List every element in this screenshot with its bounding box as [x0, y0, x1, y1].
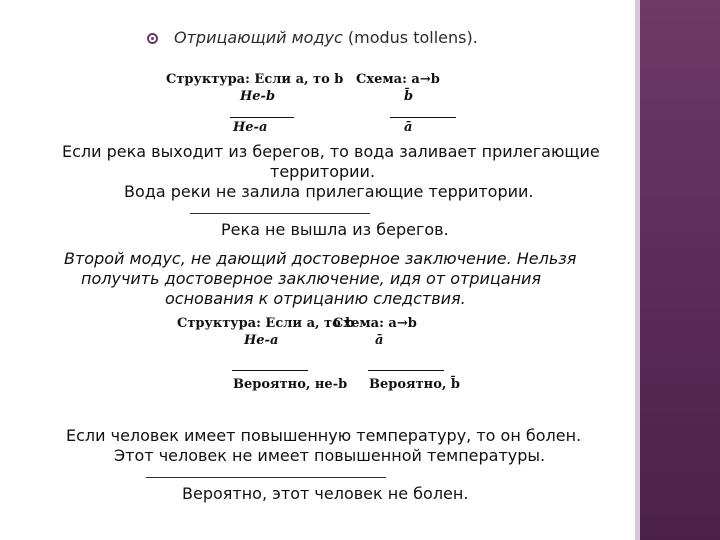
example2-line1: Если человек имеет повышенную температуру, то он болен.	[66, 426, 582, 445]
scheme1-schema-label: Схема: a→b	[356, 72, 440, 87]
example2-line3: Вероятно, этот человек не болен.	[182, 484, 469, 503]
scheme2-structure-label: Структура: Если a, то b	[177, 316, 355, 331]
scheme2-structure-premise: Не-a	[244, 333, 279, 348]
example1-separator: ______________________________	[190, 200, 370, 214]
scheme2-structure-conclusion: Вероятно, не-b	[233, 377, 348, 392]
bullet-icon	[147, 33, 158, 44]
example1-line4: Река не вышла из берегов.	[221, 220, 449, 239]
example1-line1: Если река выходит из берегов, то вода заливает прилегающие	[62, 142, 600, 161]
scheme1-schema-conclusion: ā	[404, 120, 413, 135]
scheme1-structure-line	[230, 117, 294, 118]
scheme2-schema-premise: ā	[375, 333, 384, 348]
second-mode-line1: Второй модус, не дающий достоверное заключение. Нельзя	[64, 249, 577, 268]
second-mode-line3: основания к отрицанию следствия.	[165, 289, 466, 308]
scheme2-structure-line	[232, 370, 308, 371]
slide-title	[174, 28, 478, 47]
second-mode-line2: получить достоверное заключение, идя от отрицания	[81, 269, 542, 288]
example1-line3: Вода реки не залила прилегающие территории.	[124, 182, 534, 201]
scheme1-structure-premise: Не-b	[240, 89, 276, 104]
scheme1-schema-premise: b̄	[404, 89, 414, 104]
example1-line2: территории.	[270, 162, 376, 181]
example2-line2: Этот человек не имеет повышенной температуры.	[114, 446, 546, 465]
scheme1-schema-line	[390, 117, 456, 118]
example2-separator: ________________________________________	[146, 464, 386, 478]
scheme2-schema-label: Схема: a→b	[333, 316, 417, 331]
scheme1-structure-label: Структура: Если a, то b	[166, 72, 344, 87]
title-italic: Отрицающий модус	[174, 28, 343, 47]
decorative-sidebar	[640, 0, 720, 540]
scheme2-schema-line	[368, 370, 444, 371]
scheme1-structure-conclusion: Не-a	[233, 120, 268, 135]
scheme2-schema-conclusion: Вероятно, b̄	[369, 377, 461, 392]
title-rest: (modus tollens).	[342, 28, 478, 47]
